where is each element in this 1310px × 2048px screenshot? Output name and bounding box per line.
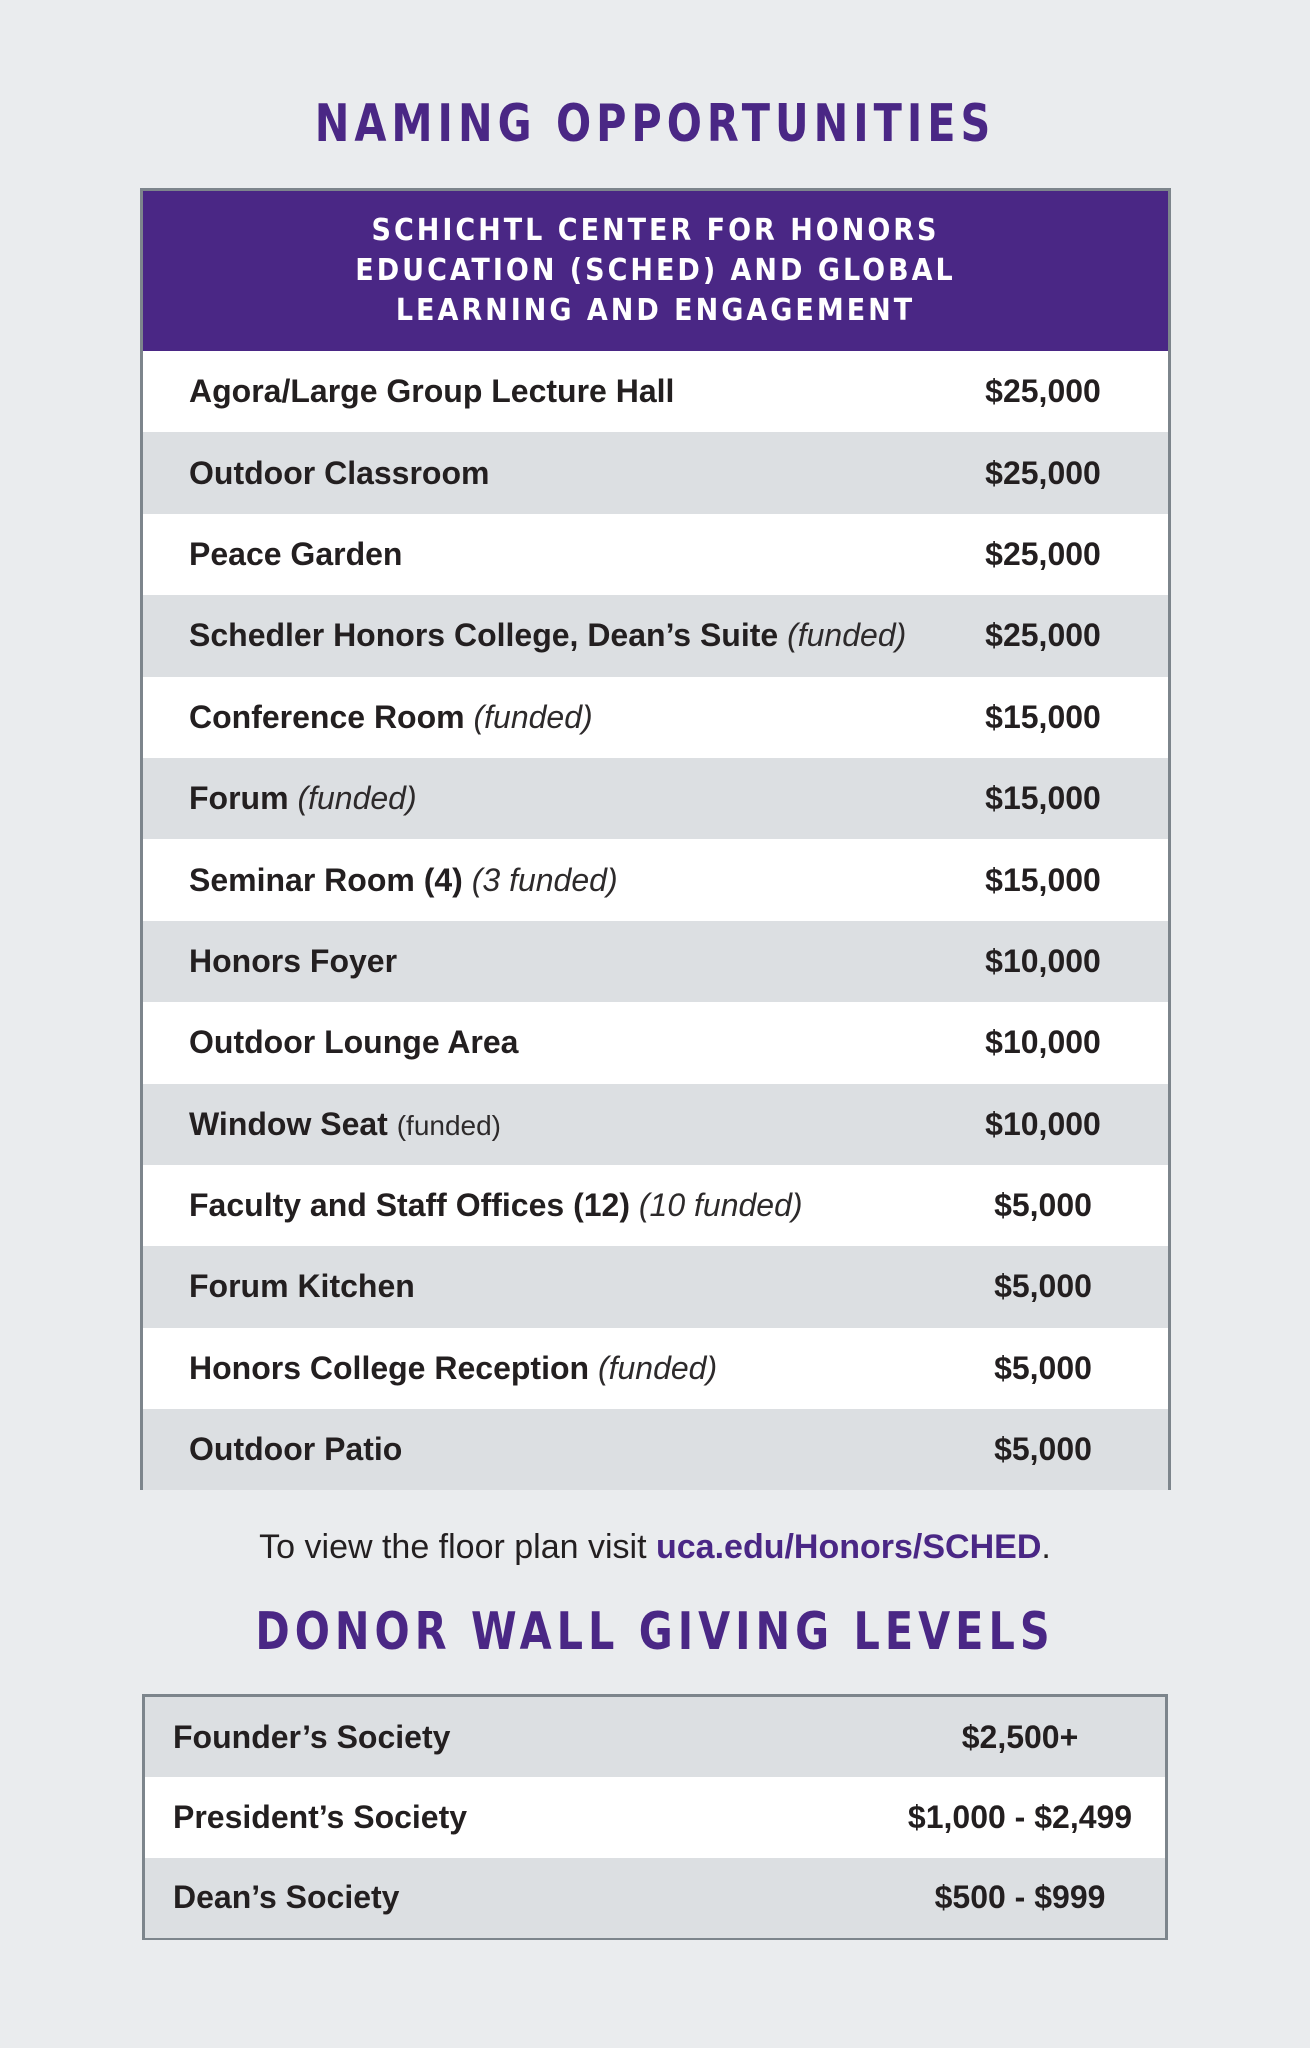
floor-plan-text: To view the floor plan visit bbox=[259, 1528, 656, 1566]
opportunity-label: Outdoor Lounge Area bbox=[189, 1024, 519, 1061]
opportunity-name bbox=[143, 1187, 918, 1224]
opportunity-price: $15,000 bbox=[985, 780, 1101, 817]
opportunity-price: $25,000 bbox=[985, 617, 1101, 654]
donor-wall-title: DONOR WALL GIVING LEVELS bbox=[255, 1600, 1055, 1662]
opportunity-price: $5,000 bbox=[994, 1349, 1092, 1386]
opportunity-price: $15,000 bbox=[985, 698, 1101, 735]
opportunity-label: Conference Room bbox=[189, 698, 465, 735]
funded-note: (3 funded) bbox=[471, 861, 618, 898]
society-level: $1,000 - $2,499 bbox=[907, 1798, 1133, 1835]
opportunity-price: $5,000 bbox=[994, 1187, 1092, 1224]
opportunity-label: Seminar Room (4) bbox=[189, 861, 463, 898]
opportunity-name bbox=[143, 373, 918, 410]
table-row bbox=[143, 514, 1168, 595]
table-row bbox=[143, 1165, 1168, 1246]
society-name: Founder’s Society bbox=[173, 1718, 451, 1755]
opportunity-label: Forum bbox=[189, 780, 289, 817]
naming-opportunities-table bbox=[140, 188, 1171, 1490]
opportunity-price: $10,000 bbox=[985, 942, 1101, 979]
opportunity-name bbox=[143, 943, 918, 980]
table-row bbox=[143, 1002, 1168, 1083]
opportunity-label: Forum Kitchen bbox=[189, 1268, 415, 1305]
funded-note: (funded) bbox=[297, 780, 417, 817]
table-row bbox=[143, 921, 1168, 1002]
table-body bbox=[145, 1697, 1165, 1938]
opportunity-name bbox=[143, 617, 918, 654]
opportunity-label: Outdoor Patio bbox=[189, 1431, 403, 1468]
opportunity-label: Outdoor Classroom bbox=[189, 454, 490, 491]
funded-note: (10 funded) bbox=[638, 1187, 803, 1224]
opportunity-name bbox=[143, 1350, 918, 1387]
donor-levels-table bbox=[142, 1694, 1168, 1940]
opportunity-name bbox=[143, 1024, 918, 1061]
opportunity-price: $15,000 bbox=[985, 861, 1101, 898]
table-row bbox=[145, 1777, 1165, 1857]
table-row bbox=[143, 1246, 1168, 1327]
table-row bbox=[143, 677, 1168, 758]
opportunity-name bbox=[143, 536, 918, 573]
opportunity-label: Faculty and Staff Offices (12) bbox=[189, 1187, 630, 1224]
table-row bbox=[143, 595, 1168, 676]
naming-opportunities-title: NAMING OPPORTUNITIES bbox=[314, 92, 996, 154]
funded-note: (funded) bbox=[787, 617, 907, 654]
table-row bbox=[143, 839, 1168, 920]
opportunity-label: Agora/Large Group Lecture Hall bbox=[189, 373, 675, 410]
table-row bbox=[143, 351, 1168, 432]
society-level: $2,500+ bbox=[961, 1718, 1079, 1755]
table-row bbox=[145, 1697, 1165, 1777]
table-row bbox=[143, 432, 1168, 513]
opportunity-name bbox=[143, 862, 918, 899]
floor-plan-end: . bbox=[1041, 1528, 1051, 1566]
opportunity-price: $25,000 bbox=[985, 535, 1101, 572]
opportunity-name bbox=[143, 1431, 918, 1468]
opportunity-name bbox=[143, 699, 918, 736]
opportunity-price: $25,000 bbox=[985, 454, 1101, 491]
table-row bbox=[143, 1084, 1168, 1165]
floor-plan-link[interactable]: uca.edu/Honors/SCHED bbox=[656, 1528, 1042, 1566]
table-header-label: SCHICHTL CENTER FOR HONORS EDUCATION (SCHED) AND GLOBAL LEARNING AND ENGAGEMENT bbox=[355, 213, 956, 328]
society-name: President’s Society bbox=[173, 1798, 468, 1835]
opportunity-name bbox=[143, 455, 918, 492]
opportunity-price: $10,000 bbox=[985, 1024, 1101, 1061]
floor-plan-note bbox=[0, 1528, 1310, 1567]
opportunity-price: $10,000 bbox=[985, 1105, 1101, 1142]
opportunity-label: Schedler Honors College, Dean’s Suite bbox=[189, 617, 779, 654]
table-row bbox=[145, 1858, 1165, 1938]
opportunity-label: Peace Garden bbox=[189, 535, 403, 572]
opportunity-label: Honors College Reception bbox=[189, 1349, 590, 1386]
society-level: $500 - $999 bbox=[934, 1879, 1106, 1916]
opportunity-price: $5,000 bbox=[994, 1268, 1092, 1305]
opportunity-label: Honors Foyer bbox=[189, 942, 398, 979]
society-name: Dean’s Society bbox=[173, 1879, 400, 1916]
funded-note: (funded) bbox=[597, 1349, 718, 1386]
table-row bbox=[143, 758, 1168, 839]
table-row bbox=[143, 1328, 1168, 1409]
opportunity-name bbox=[143, 1106, 918, 1143]
funded-note: (funded) bbox=[396, 1109, 502, 1141]
table-row bbox=[143, 1409, 1168, 1490]
opportunity-price: $5,000 bbox=[994, 1431, 1092, 1468]
opportunity-name bbox=[143, 780, 918, 817]
table-header bbox=[143, 191, 1168, 351]
opportunity-price: $25,000 bbox=[985, 373, 1101, 410]
funded-note: (funded) bbox=[473, 698, 593, 735]
table-body bbox=[143, 351, 1168, 1490]
opportunity-name bbox=[143, 1268, 918, 1305]
opportunity-label: Window Seat bbox=[189, 1105, 388, 1142]
